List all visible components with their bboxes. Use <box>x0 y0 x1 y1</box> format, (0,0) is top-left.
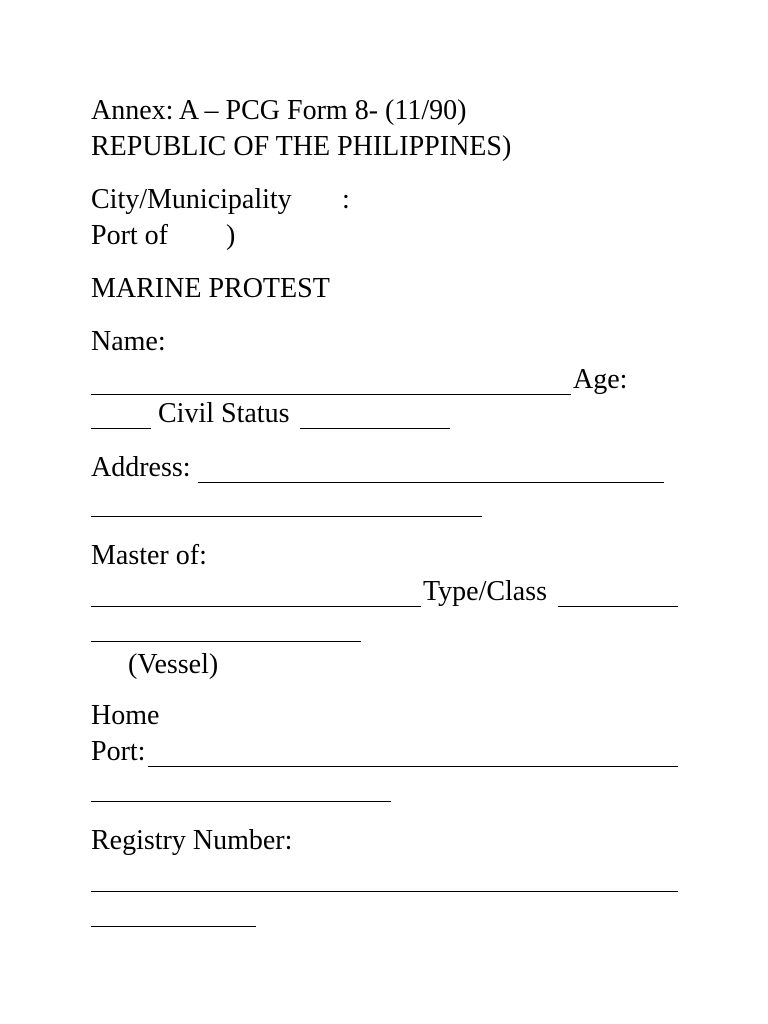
name-label: Name: <box>91 326 166 357</box>
address-blank-1[interactable] <box>198 482 664 483</box>
age-label: Age: <box>573 364 628 395</box>
age-blank[interactable] <box>91 428 151 429</box>
document-title: MARINE PROTEST <box>91 273 330 304</box>
home-port-blank-1[interactable] <box>148 766 678 767</box>
registry-number-blank-2[interactable] <box>91 926 256 927</box>
city-separator: : <box>342 184 350 215</box>
republic-heading: REPUBLIC OF THE PHILIPPINES) <box>91 131 512 162</box>
port-of-label: Port of <box>91 220 168 251</box>
master-of-label: Master of: <box>91 540 207 571</box>
address-blank-2[interactable] <box>91 516 482 517</box>
port-of-separator: ) <box>226 220 236 251</box>
address-label: Address: <box>91 452 191 483</box>
type-class-blank-1[interactable] <box>558 606 678 607</box>
city-municipality-label: City/Municipality <box>91 184 292 215</box>
annex-heading: Annex: A – PCG Form 8- (11/90) <box>91 95 467 126</box>
registry-number-label: Registry Number: <box>91 825 293 856</box>
name-blank[interactable] <box>91 394 571 395</box>
type-class-label: Type/Class <box>423 576 548 607</box>
home-port-blank-2[interactable] <box>91 801 391 802</box>
vessel-caption: (Vessel) <box>128 649 219 680</box>
registry-number-blank-1[interactable] <box>91 891 678 892</box>
vessel-name-blank[interactable] <box>91 606 421 607</box>
civil-status-label: Civil Status <box>158 398 290 429</box>
type-class-blank-2[interactable] <box>91 641 361 642</box>
civil-status-blank[interactable] <box>300 428 450 429</box>
port-label: Port: <box>91 736 146 767</box>
home-label: Home <box>91 700 160 731</box>
